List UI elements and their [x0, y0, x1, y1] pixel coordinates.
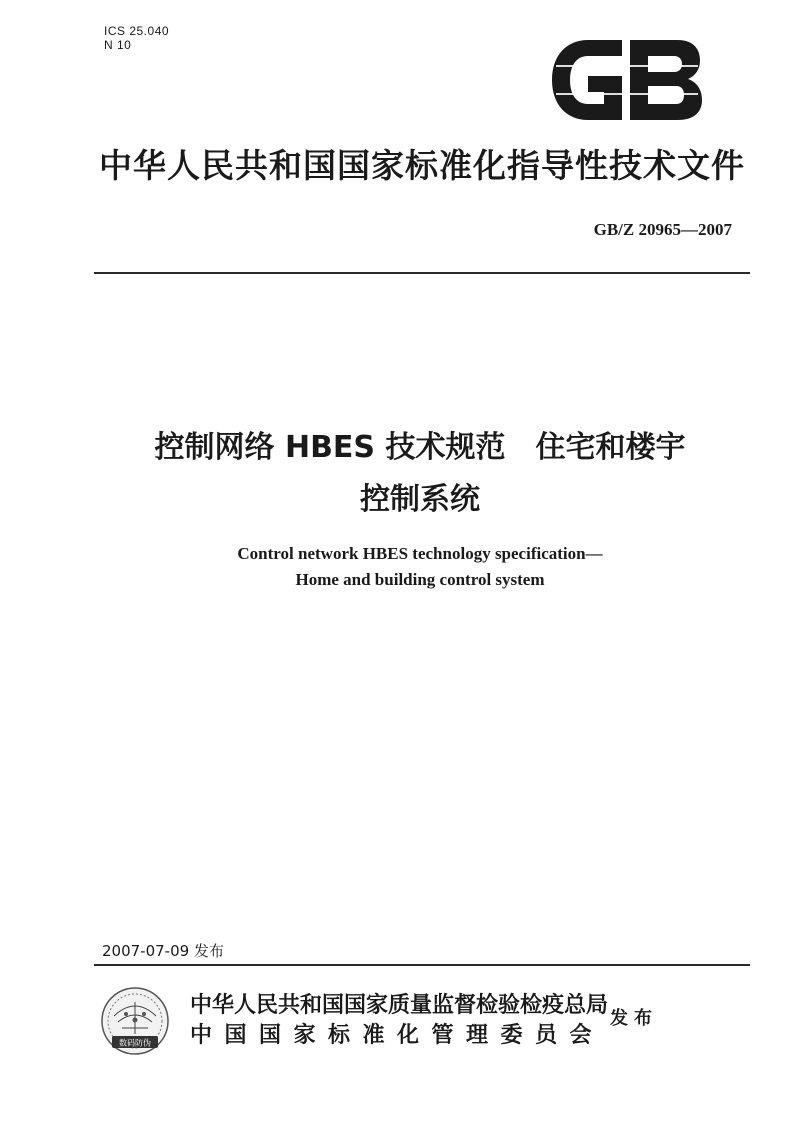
document-number: GB/Z 20965—2007	[593, 220, 732, 239]
anti-counterfeit-seal-icon	[100, 986, 170, 1056]
organization-title: 中华人民共和国国家标准化指导性技术文件	[99, 146, 745, 185]
top-divider	[94, 272, 750, 274]
title-english-line-1: Control network HBES technology specification—	[237, 544, 603, 563]
ccs-code: N 10	[104, 38, 132, 52]
publish-label: 发布	[610, 1008, 658, 1029]
gb-logo	[548, 36, 704, 124]
bottom-divider	[94, 964, 750, 966]
ics-code: ICS 25.040	[104, 24, 170, 38]
seal-text: 数码防伪	[119, 1038, 151, 1048]
title-english-line-2: Home and building control system	[295, 570, 545, 589]
issuer-line-1: 中华人民共和国国家质量监督检验检疫总局	[190, 993, 609, 1018]
title-chinese-line-1: 控制网络 HBES 技术规范 住宅和楼宇	[154, 430, 686, 465]
issue-date: 2007-07-09 发布	[102, 942, 224, 960]
classification-codes	[104, 24, 169, 52]
issuer-line-2: 中国国家标准化管理委员会	[190, 1023, 605, 1048]
title-chinese-line-2: 控制系统	[360, 482, 480, 517]
